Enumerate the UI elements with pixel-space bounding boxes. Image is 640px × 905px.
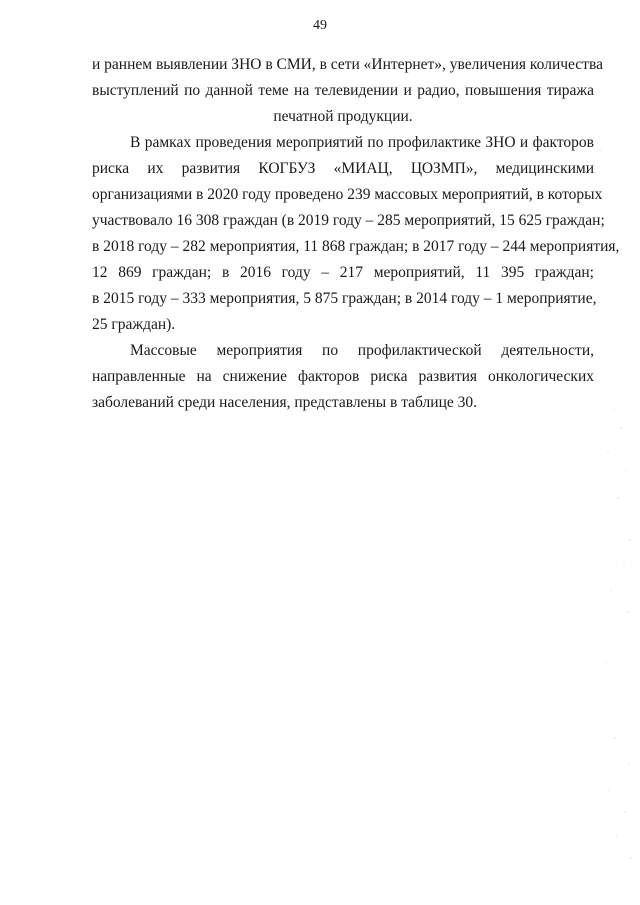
text-line: в 2018 году – 282 мероприятия, 11 868 граждан; в 2017 году – 244 мероприятия, [92,238,620,255]
paragraph-3 [92,338,594,416]
text-line: выступлений по данной теме на телевидении и радио, повышения тиража [92,82,594,99]
text-line: организациями в 2020 году проведено 239 массовых мероприятий, в которых [92,186,603,203]
scan-noise [580,0,640,905]
text-line: печатной продукции. [273,108,413,125]
text-line: В рамках проведения мероприятий по профилактике ЗНО и факторов [130,134,594,151]
text-line: Массовые мероприятия по профилактической деятельности, [130,342,594,359]
text-line: риска их развития КОГБУЗ «МИАЦ, ЦОЗМП», медицинскими [92,160,594,177]
paragraph-2 [92,130,620,338]
text-line: участвовало 16 308 граждан (в 2019 году – 285 мероприятий, 15 625 граждан; [92,212,605,229]
text-line: и раннем выявлении ЗНО в СМИ, в сети «Интернет», увеличения количества [92,56,603,73]
page-number: 49 [313,18,327,33]
text-line: в 2015 году – 333 мероприятия, 5 875 граждан; в 2014 году – 1 мероприятие, [92,290,597,307]
text-line: 12 869 граждан; в 2016 году – 217 мероприятий, 11 395 граждан; [92,264,594,281]
text-line: заболеваний среди населения, представлены в таблице 30. [92,394,478,411]
paragraph-1 [92,52,603,130]
document-body [92,52,620,416]
text-line: 25 граждан). [92,316,176,333]
text-line: направленные на снижение факторов риска развития онкологических [92,368,594,385]
